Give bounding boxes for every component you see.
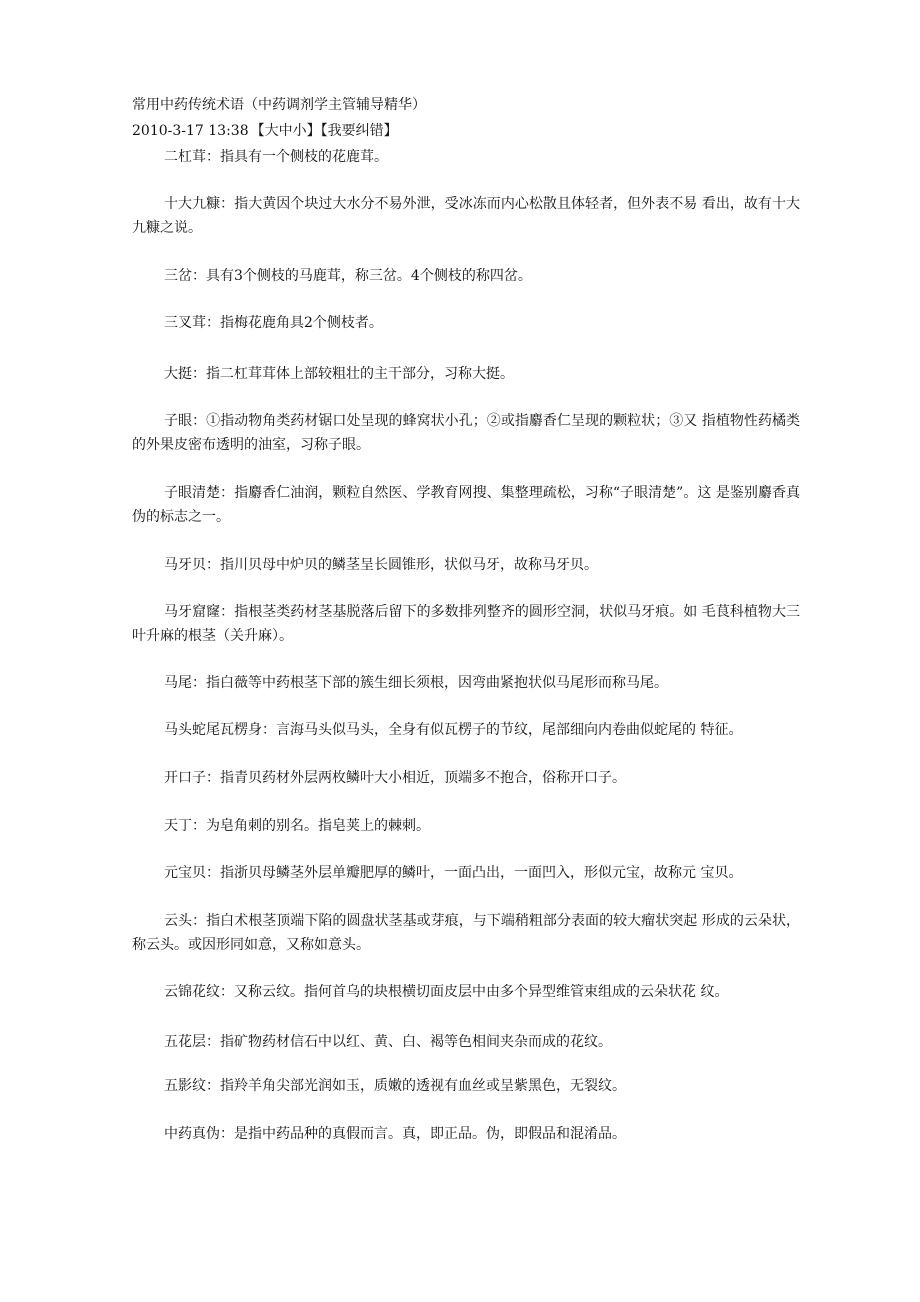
article-title: 常用中药传统术语（中药调剂学主管辅导精华）	[132, 97, 426, 113]
entry-paragraph: 元宝贝：指浙贝母鳞茎外层单瓣肥厚的鳞叶，一面凸出，一面凹入，形似元宝，故称元 宝贝。	[164, 865, 743, 881]
font-size-link[interactable]: 【大中小】	[250, 123, 321, 139]
article-meta	[132, 122, 398, 140]
entry-paragraph: 中药真伪：是指中药品种的真假而言。真，即正品。伪，即假品和混淆品。	[164, 1126, 626, 1142]
entry-paragraph: 子眼：①指动物角类药材锯口处呈现的蜂窝状小孔；②或指麝香仁呈现的颗粒状；③又 指植物性药橘类的外果皮密布透明的油室，习称子眼。	[132, 413, 800, 453]
entry-paragraph: 开口子：指青贝药材外层两枚鳞叶大小相近，顶端多不抱合，俗称开口子。	[164, 770, 626, 786]
entry-paragraph: 五影纹：指羚羊角尖部光润如玉，质嫩的透视有血丝或呈紫黑色，无裂纹。	[164, 1078, 626, 1094]
entry-paragraph: 五花层：指矿物药材信石中以红、黄、白、褐等色相间夹杂而成的花纹。	[164, 1034, 612, 1050]
entry-paragraph: 天丁：为皂角刺的别名。指皂荚上的棘刺。	[164, 818, 430, 834]
entry-paragraph: 大挺：指二杠茸茸体上部较粗壮的主干部分，习称大挺。	[164, 366, 514, 382]
publish-date: 2010-3-17 13:38	[132, 123, 249, 139]
entry-paragraph: 云头：指白术根茎顶端下陷的圆盘状茎基或芽痕，与下端稍粗部分表面的较大瘤状突起 形成的云朵状，称云头。或因形同如意，又称如意头。	[132, 913, 800, 953]
entry-paragraph: 十大九糠：指大黄因个块过大水分不易外泄，受冰冻而内心松散且体轻者，但外表不易 看出，故有十大九糠之说。	[132, 196, 800, 236]
entry-paragraph: 马牙窟窿：指根茎类药材茎基脱落后留下的多数排列整齐的圆形空洞，状似马牙痕。如 毛茛科植物大三叶升麻的根茎（关升麻）。	[132, 604, 800, 644]
entry-paragraph: 三岔：具有3个侧枝的马鹿茸，称三岔。4个侧枝的称四岔。	[164, 268, 532, 284]
report-error-link[interactable]: 【我要纠错】	[320, 123, 398, 139]
entry-paragraph: 马头蛇尾瓦楞身：言海马头似马头，全身有似瓦楞子的节纹，尾部细向内卷曲似蛇尾的 特征。	[164, 722, 743, 738]
entry-paragraph: 二杠茸：指具有一个侧枝的花鹿茸。	[164, 149, 388, 165]
entry-paragraph: 三叉茸：指梅花鹿角具2个侧枝者。	[164, 315, 383, 331]
entry-paragraph: 马牙贝：指川贝母中炉贝的鳞茎呈长圆锥形，状似马牙，故称马牙贝。	[164, 557, 598, 573]
entry-paragraph: 云锦花纹：又称云纹。指何首乌的块根横切面皮层中由多个异型维管束组成的云朵状花 纹。	[164, 984, 729, 1000]
entry-paragraph: 子眼清楚：指麝香仁油润，颗粒自然医、学教育网搜、集整理疏松，习称“子眼清楚”。这 是鉴别麝香真伪的标志之一。	[132, 485, 800, 525]
entry-paragraph: 马尾：指白薇等中药根茎下部的簇生细长须根，因弯曲紧抱状似马尾形而称马尾。	[164, 675, 668, 691]
